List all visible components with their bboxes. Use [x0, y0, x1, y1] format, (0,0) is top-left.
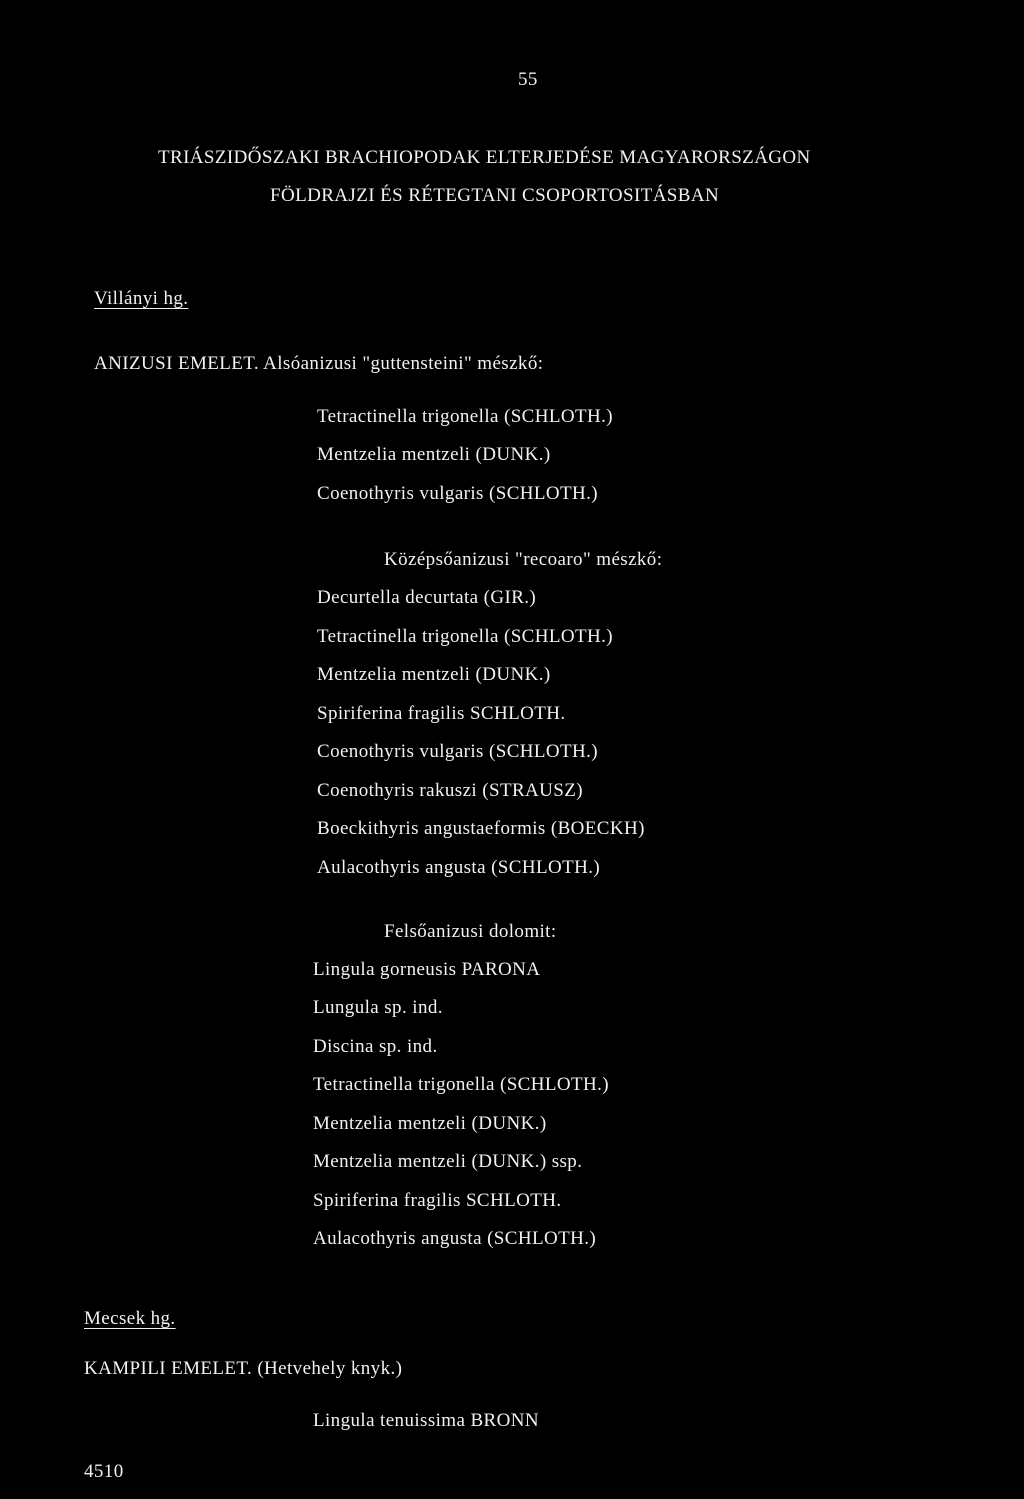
species-upper-7: Spiriferina fragilis SCHLOTH. — [313, 1190, 562, 1211]
species-middle-7: Boeckithyris angustaeformis (BOECKH) — [317, 818, 645, 839]
species-middle-4: Spiriferina fragilis SCHLOTH. — [317, 703, 566, 724]
species-upper-8: Aulacothyris angusta (SCHLOTH.) — [313, 1228, 597, 1249]
locality-heading-villany: Villányi hg. — [94, 288, 189, 309]
subheading-upper-anisian: Felsőanizusi dolomit: — [384, 921, 557, 942]
species-lower-1: Tetractinella trigonella (SCHLOTH.) — [317, 406, 613, 427]
species-upper-3: Discina sp. ind. — [313, 1036, 438, 1057]
species-middle-8: Aulacothyris angusta (SCHLOTH.) — [317, 857, 601, 878]
species-upper-2: Lungula sp. ind. — [313, 997, 443, 1018]
species-upper-1: Lingula gorneusis PARONA — [313, 959, 541, 980]
species-lower-3: Coenothyris vulgaris (SCHLOTH.) — [317, 483, 599, 504]
subheading-middle-anisian: Középsőanizusi "recoaro" mészkő: — [384, 549, 663, 570]
species-upper-6: Mentzelia mentzeli (DUNK.) ssp. — [313, 1151, 583, 1172]
stage-heading-anizusi: ANIZUSI EMELET. Alsóanizusi "guttensteini" mészkő: — [94, 353, 544, 374]
species-upper-5: Mentzelia mentzeli (DUNK.) — [313, 1113, 547, 1134]
page-number: 55 — [518, 69, 538, 90]
species-mecsek-1: Lingula tenuissima BRONN — [313, 1410, 539, 1431]
footer-code: 4510 — [84, 1461, 124, 1482]
title-line-1: TRIÁSZIDŐSZAKI BRACHIOPODAK ELTERJEDÉSE MAGYARORSZÁGON — [158, 147, 811, 168]
species-upper-4: Tetractinella trigonella (SCHLOTH.) — [313, 1074, 609, 1095]
species-middle-1: Decurtella decurtata (GIR.) — [317, 587, 537, 608]
species-lower-2: Mentzelia mentzeli (DUNK.) — [317, 444, 551, 465]
title-line-2: FÖLDRAJZI ÉS RÉTEGTANI CSOPORTOSITÁSBAN — [270, 185, 720, 206]
species-middle-3: Mentzelia mentzeli (DUNK.) — [317, 664, 551, 685]
species-middle-2: Tetractinella trigonella (SCHLOTH.) — [317, 626, 613, 647]
species-middle-6: Coenothyris rakuszi (STRAUSZ) — [317, 780, 583, 801]
species-middle-5: Coenothyris vulgaris (SCHLOTH.) — [317, 741, 599, 762]
locality-heading-mecsek: Mecsek hg. — [84, 1308, 176, 1329]
stage-heading-kampili: KAMPILI EMELET. (Hetvehely knyk.) — [84, 1358, 403, 1379]
